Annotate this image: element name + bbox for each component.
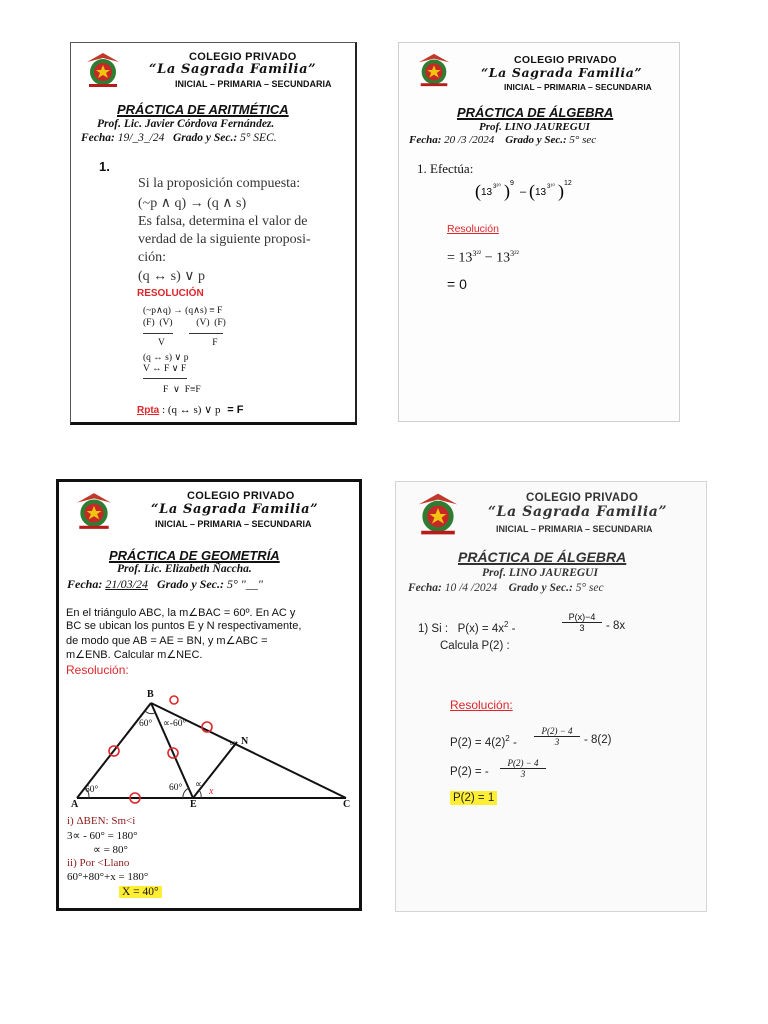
grade-value: 5° sec [575,582,604,594]
exponent-expression [475,175,605,205]
step-exponent: 3²² [510,249,519,258]
resolution-label: Resolución: [450,698,513,712]
svg-text:3²⁰: 3²⁰ [493,184,501,190]
fraction [534,726,580,747]
angle-label: ∝-60° [163,719,187,729]
step-line: V ↔ F ∨ F [143,364,187,374]
school-header-line1: COLEGIO PRIVADO [514,54,617,66]
answer-expression: : (q ↔ s) ∨ p [162,404,221,416]
school-name: “La Sagrada Familia” [149,62,317,77]
school-levels: INICIAL – PRIMARIA – SECUNDARIA [155,519,312,529]
problem-line: (q ↔ s) ∨ p [138,269,206,284]
problem-line: (~p ∧ q) → (q ∧ s) [138,196,247,211]
svg-text:12: 12 [564,180,572,187]
final-answer: X = 40° [119,886,162,898]
exponent: 2 [503,620,509,629]
exponent: 2 [505,734,510,743]
fraction-numerator: P(2) − 4 [534,726,580,737]
school-name: “La Sagrada Familia” [488,504,668,520]
label-n: N [241,736,249,747]
card-geometria [56,479,362,911]
date-label: Fecha: [81,132,115,144]
step-text: P(2) = 4(2) [450,736,506,749]
problem-statement: 1. Efectúa: [417,161,474,176]
problem-line: Calcula P(2) : [440,640,510,652]
step-line: F ∨ F≡F [163,385,201,395]
date-label: Fecha: [67,577,103,591]
school-levels: INICIAL – PRIMARIA – SECUNDARIA [175,79,332,89]
angle-label: ∝ [195,780,202,790]
teacher-name: Prof. Lic. Elizabeth Ñaccha. [117,563,252,575]
step-line: (F) (V) (V) (F) [143,318,226,328]
date-grade-line [67,577,263,592]
date-grade-line [408,582,604,594]
resolution-label: Resolución [447,223,499,235]
solution-line: ∝ = 80° [93,844,128,856]
school-header-line1: COLEGIO PRIVADO [187,490,295,502]
svg-text:3¹⁰: 3¹⁰ [547,184,555,190]
problem-line: verdad de la siguiente proposi- [138,232,311,247]
fraction-denominator: 3 [520,769,526,779]
school-logo-icon [73,490,115,532]
fraction-numerator: P(2) − 4 [500,758,546,769]
problem-line: 1) Si : $P(x) = 4x^2$ - [418,620,516,635]
step-text: = 13 [447,250,473,266]
solution-line [67,815,135,827]
school-levels: INICIAL – PRIMARIA – SECUNDARIA [496,524,653,534]
problem-line: Si la proposición compuesta: [138,176,301,191]
date-value: 19/_3_/24 [117,132,165,144]
teacher-name: Prof. Lic. Javier Córdova Fernández. [97,118,275,130]
problem-function: P(x) = 4x [457,622,504,635]
svg-text:–: – [520,186,527,198]
practice-title: PRÁCTICA DE ÁLGEBRA [458,549,627,565]
svg-text:9: 9 [510,180,514,187]
fraction-numerator: P(x)−4 [562,612,602,623]
grade-value: 5° SEC. [240,132,277,144]
card-aritmetica [70,42,357,425]
final-answer: P(2) = 1 [450,791,497,805]
angle-label: 60° [85,785,99,795]
teacher-name: Prof. LINO JAUREGUI [479,121,590,133]
underline-rule [143,378,187,379]
card-algebra-2 [395,481,707,912]
card-algebra-1 [398,42,680,422]
school-logo-icon [415,51,453,89]
practice-title: PRÁCTICA DE ÁLGEBRA [457,105,614,120]
problem-line: ción: [138,250,166,265]
step-tail: - 8(2) [584,734,612,746]
school-name: “La Sagrada Familia” [481,65,643,80]
grade-value: 5° "__" [226,577,263,591]
problem-line: de modo que AB = AE = BN, y m∠ABC = [66,635,268,647]
teacher-name: Prof. LINO JAUREGUI [482,567,598,579]
underline-rule [143,333,173,334]
problem-line: En el triángulo ABC, la m∠BAC = 60º. En AC y [66,607,296,619]
item-number: 1. [99,159,110,174]
problem-line: BC se ubican los puntos E y N respectivamente, [66,620,302,632]
practice-title: PRÁCTICA DE GEOMETRÍA [109,548,280,563]
answer-label: Rpta [137,405,160,416]
svg-text:13: 13 [535,187,547,198]
solution-line: ii) Por <Llano [67,857,130,869]
school-name: “La Sagrada Familia” [151,502,319,517]
school-logo-icon [83,50,123,90]
step-exponent: 3²² [472,249,482,258]
grade-label: Grado y Sec.: [508,582,573,594]
resolution-label: Resolución: [66,663,129,677]
angle-label: x [209,786,214,797]
answer-value: = F [227,404,244,416]
solution-line: 60°+80°+x = 180° [67,871,149,883]
problem-prefix: 1) Si : [418,622,449,635]
problem-line: Es falsa, determina el valor de [138,214,308,229]
answer-line [137,403,243,416]
fraction [562,612,602,633]
svg-text:(: ( [475,181,481,201]
date-label: Fecha: [408,582,442,594]
date-label: Fecha: [409,134,442,146]
resolution-step: P(2) = - [450,766,489,778]
grade-label: Grado y Sec.: [157,577,224,591]
date-value: 20 /3 /2024 [444,134,495,146]
date-value: 10 /4 /2024 [444,582,498,594]
label-a: A [71,799,79,810]
problem-line: m∠ENB. Calcular m∠NEC. [66,649,203,661]
resolution-result: = 0 [447,276,467,292]
resolution-step [447,249,519,267]
svg-text:): ) [558,181,564,201]
label-e: E [190,799,197,810]
problem-tail: - 8x [606,620,626,632]
step-line: V F [158,338,218,348]
resolution-step: $P(2) = 4(2)^2$ - [450,734,517,749]
fraction-denominator: 3 [579,623,585,633]
resolution-label: RESOLUCIÓN [137,288,204,299]
fraction-denominator: 3 [554,737,560,747]
date-grade-line [409,134,596,146]
solution-text: i) ΔBEN: Sm<i [67,815,136,827]
date-grade-line [81,132,277,144]
angle-label: ∝ [229,739,236,749]
svg-text:(: ( [529,181,535,201]
svg-text:13: 13 [481,187,493,198]
angle-label: 60° [139,719,153,729]
solution-line: 3∝ - 60° = 180° [67,830,138,842]
underline-rule [189,333,223,334]
school-levels: INICIAL – PRIMARIA – SECUNDARIA [504,82,652,92]
step-text: − 13 [481,250,511,266]
fraction [500,758,546,779]
angle-label: 60° [169,783,183,793]
school-header-line1: COLEGIO PRIVADO [189,51,297,63]
grade-label: Grado y Sec.: [505,134,567,146]
step-line: (q ↔ s) ∨ p [143,353,189,363]
practice-title: PRÁCTICA DE ARITMÉTICA [117,102,289,117]
grade-label: Grado y Sec.: [173,132,238,144]
date-value: 21/03/24 [105,577,148,591]
svg-text:): ) [504,181,510,201]
label-c: C [343,799,351,810]
school-header-line1: COLEGIO PRIVADO [526,492,639,504]
step-line: (~p∧q) → (q∧s) ≡ F [143,306,223,316]
grade-value: 5° sec [569,134,597,146]
label-b: B [147,689,154,700]
school-logo-icon [414,490,462,538]
